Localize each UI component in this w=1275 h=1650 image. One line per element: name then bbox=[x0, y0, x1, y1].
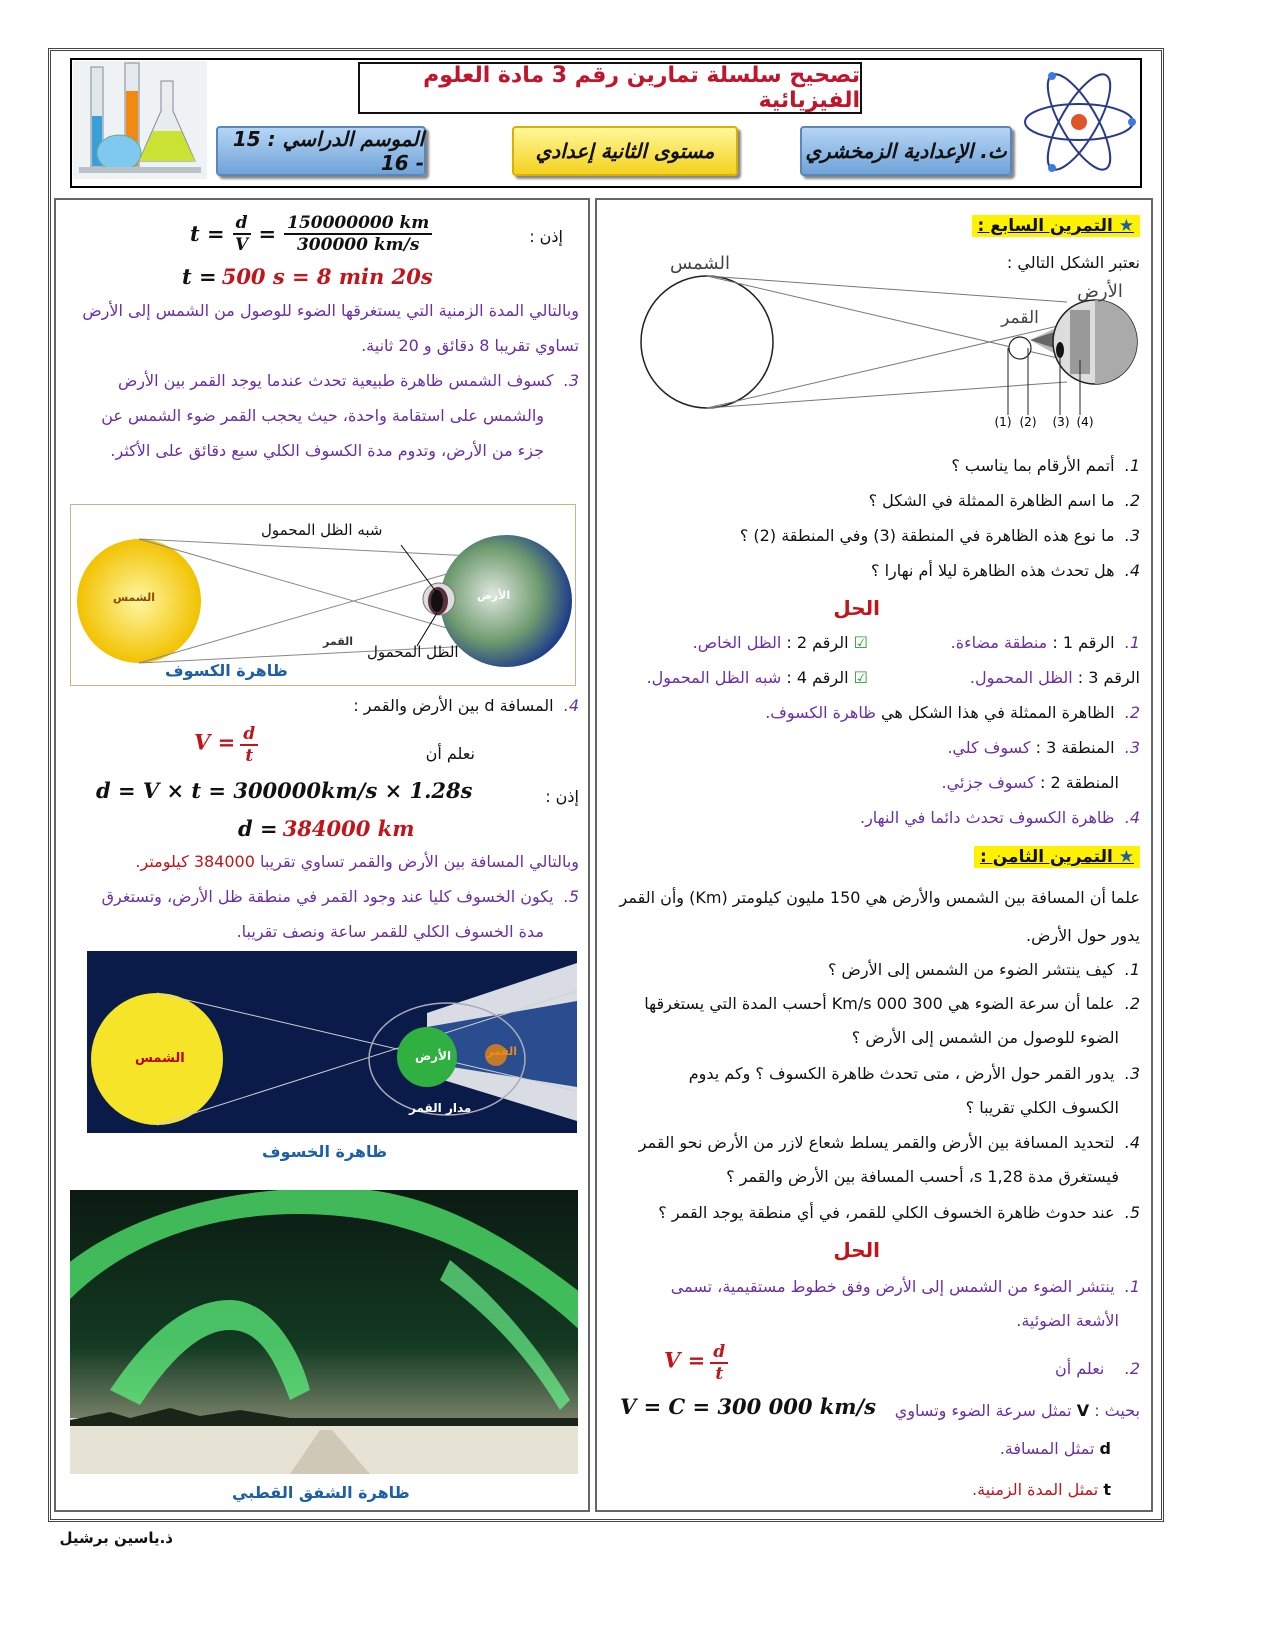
eq-time-fraction: t = $\frac{d}{V}$ = $\frac{150000000 km}{300000 km/s}$ bbox=[190, 206, 432, 262]
ex8-question-4: 4. لتحديد المسافة بين الأرض والقمر يسلط شعاع لازر من الأرض نحو القمر bbox=[638, 1133, 1140, 1152]
eclipse-earth-label: الأرض bbox=[477, 589, 511, 602]
fig-label-sun: الشمس bbox=[670, 253, 730, 274]
lunar-orbit-label: مدار القمر bbox=[409, 1101, 472, 1115]
left-conclusion-2: تساوي تقريبا 8 دقائق و 20 ثانية. bbox=[361, 336, 579, 355]
eclipse-caption: ظاهرة الكسوف bbox=[165, 661, 288, 680]
lunar-moon-label: القمر bbox=[487, 1045, 518, 1058]
ex8-question-3-cont: الكسوف الكلي تقريبا ؟ bbox=[965, 1098, 1119, 1117]
fig-label-2: (2) bbox=[1019, 415, 1037, 429]
exercise7-title: ★ التمرين السابع : bbox=[972, 215, 1141, 237]
eq-time-result: t = 500 s = 8 min 20s bbox=[182, 264, 433, 289]
left-answer-4: 4. المسافة d بين الأرض والقمر : bbox=[353, 696, 579, 715]
check-icon: ☑ bbox=[853, 668, 868, 687]
lunar-eclipse-caption: ظاهرة الخسوف bbox=[262, 1142, 388, 1161]
exercise8-title: ★ التمرين الثامن : bbox=[974, 846, 1140, 868]
aurora-caption: ظاهرة الشفق القطبي bbox=[232, 1483, 410, 1502]
lab-glassware-image bbox=[73, 61, 207, 179]
lunar-eclipse-image bbox=[87, 951, 577, 1133]
ex7-answer-zone2: المنطقة 2 : كسوف جزئي. bbox=[941, 773, 1119, 792]
eq-distance: d = V × t = 300000km/s × 1.28s bbox=[96, 778, 473, 803]
ex8-where-d: d تمثل المسافة. bbox=[999, 1439, 1111, 1458]
author-footer: ذ.ياسين برشيل bbox=[59, 1529, 173, 1547]
ex8-solution-label: الحل bbox=[833, 1238, 880, 1262]
ex8-answer-1-cont: الأشعة الضوئية. bbox=[1016, 1311, 1119, 1330]
left-answer-3: 3. كسوف الشمس ظاهرة طبيعية تحدث عندما يوجد القمر بين الأرض bbox=[117, 371, 579, 390]
fig-label-3: (3) bbox=[1052, 415, 1070, 429]
left-answer-3-line2: والشمس على استقامة واحدة، حيث يحجب القمر ضوء الشمس عن bbox=[101, 406, 544, 425]
ex8-question-1: 1. كيف ينتشر الضوء من الشمس إلى الأرض ؟ bbox=[827, 960, 1140, 979]
ex8-question-4-cont: فيستغرق مدة 1,28 s، أحسب المسافة بين الأرض والقمر ؟ bbox=[726, 1167, 1119, 1186]
eclipse-umbra-label: الظل المحمول bbox=[367, 643, 459, 661]
season-label: الموسم الدراسي : 15 - 16 bbox=[216, 126, 426, 176]
left-conclusion-distance: وبالتالي المسافة بين الأرض والقمر تساوي تقريبا 384000 كيلومتر. bbox=[135, 852, 579, 871]
ex7-answer-1-row1: 1. الرقم 1 : منطقة مضاءة. bbox=[950, 633, 1140, 652]
ex8-formula-v: V = $\frac{d}{t}$ bbox=[664, 1342, 728, 1384]
solar-eclipse-image bbox=[70, 504, 576, 686]
atom-image bbox=[1018, 63, 1140, 181]
ex8-answer-1: 1. ينتشر الضوء من الشمس إلى الأرض وفق خطوط مستقيمية، تسمى bbox=[670, 1277, 1140, 1296]
left-then-1: إذن : bbox=[529, 227, 563, 246]
ex7-question-1: 1. أتمم الأرقام بما يناسب ؟ bbox=[951, 456, 1140, 475]
ex7-answer-day: 4. ظاهرة الكسوف تحدث دائما في النهار. bbox=[859, 808, 1140, 827]
lunar-sun-label: الشمس bbox=[135, 1051, 185, 1066]
ex8-question-2: 2. علما أن سرعة الضوء هي 300 000 Km/s أحسب المدة التي يستغرقها bbox=[644, 994, 1140, 1013]
ex7-answer-phenomenon: 2. الظاهرة الممثلة في هذا الشكل هي ظاهرة الكسوف. bbox=[765, 703, 1140, 722]
ex7-question-3: 3. ما نوع هذه الظاهرة في المنطقة (3) وفي المنطقة (2) ؟ bbox=[739, 526, 1140, 545]
left-known: نعلم أن bbox=[425, 744, 475, 763]
ex8-intro-2: يدور حول الأرض. bbox=[1026, 926, 1140, 945]
ex8-question-2-cont: الضوء للوصول من الشمس إلى الأرض ؟ bbox=[851, 1028, 1119, 1047]
aurora-image bbox=[70, 1190, 578, 1474]
ex8-where-v: بحيث : V تمثل سرعة الضوء وتساوي bbox=[894, 1401, 1140, 1420]
left-formula-v: V = $\frac{d}{t}$ bbox=[194, 724, 258, 766]
ex7-answer-4: ☑ الرقم 4 : شبه الظل المحمول. bbox=[646, 668, 868, 687]
ex8-speed-of-light: V = C = 300 000 km/s bbox=[620, 1394, 876, 1419]
left-then-2: إذن : bbox=[545, 787, 579, 806]
ex7-solution-label: الحل bbox=[833, 596, 880, 620]
ex8-intro-1: علما أن المسافة بين الشمس والأرض هي 150 مليون كيلومتر (Km) وأن القمر bbox=[619, 888, 1140, 907]
page-title: تصحيح سلسلة تمارين رقم 3 مادة العلوم الفيزيائية bbox=[358, 62, 862, 114]
ex7-question-2: 2. ما اسم الظاهرة الممثلة في الشكل ؟ bbox=[868, 491, 1140, 510]
ex8-question-3: 3. يدور القمر حول الأرض ، متى تحدث ظاهرة الكسوف ؟ وكم يدوم bbox=[688, 1064, 1140, 1083]
ex8-answer-2: 2. نعلم أن bbox=[1054, 1359, 1140, 1378]
lunar-earth-label: الأرض bbox=[415, 1049, 452, 1063]
ex8-where-t: t تمثل المدة الزمنية. bbox=[972, 1480, 1111, 1499]
fig-label-moon: القمر bbox=[1001, 308, 1039, 328]
eclipse-penumbra-label: شبه الظل المحمول bbox=[261, 521, 383, 539]
ex7-answer-2: ☑ الرقم 2 : الظل الخاص. bbox=[692, 633, 868, 652]
eclipse-moon-label: القمر bbox=[323, 635, 354, 648]
fig-label-4: (4) bbox=[1076, 415, 1094, 429]
ex8-question-5: 5. عند حدوث ظاهرة الخسوف الكلي للقمر، في أي منطقة يوجد القمر ؟ bbox=[658, 1203, 1140, 1222]
left-conclusion-1: وبالتالي المدة الزمنية التي يستغرقها الضوء للوصول من الشمس إلى الأرض bbox=[82, 301, 579, 320]
school-label: ث. الإعدادية الزمخشري bbox=[800, 126, 1012, 176]
left-answer-5-line2: مدة الخسوف الكلي للقمر ساعة ونصف تقريبا. bbox=[236, 922, 544, 941]
fig-label-earth: الأرض bbox=[1077, 281, 1123, 302]
ex7-answer-zone3: 3. المنطقة 3 : كسوف كلي. bbox=[947, 738, 1140, 757]
check-icon: ☑ bbox=[853, 633, 868, 652]
exercise7-intro: نعتبر الشكل التالي : bbox=[1006, 253, 1140, 272]
eq-distance-result: d = 384000 km bbox=[238, 816, 415, 841]
eclipse-sun-label: الشمس bbox=[113, 591, 156, 604]
fig-label-1: (1) bbox=[994, 415, 1012, 429]
left-answer-3-line3: جزء من الأرض، وتدوم مدة الكسوف الكلي سبع دقائق على الأكثر. bbox=[110, 441, 544, 460]
level-label: مستوى الثانية إعدادي bbox=[512, 126, 738, 176]
left-answer-5: 5. يكون الخسوف كليا عند وجود القمر في منطقة ظل الأرض، وتستغرق bbox=[101, 887, 579, 906]
solar-eclipse-figure bbox=[630, 250, 1144, 440]
ex7-answer-3: الرقم 3 : الظل المحمول. bbox=[969, 668, 1140, 687]
ex7-question-4: 4. هل تحدث هذه الظاهرة ليلا أم نهارا ؟ bbox=[870, 561, 1140, 580]
